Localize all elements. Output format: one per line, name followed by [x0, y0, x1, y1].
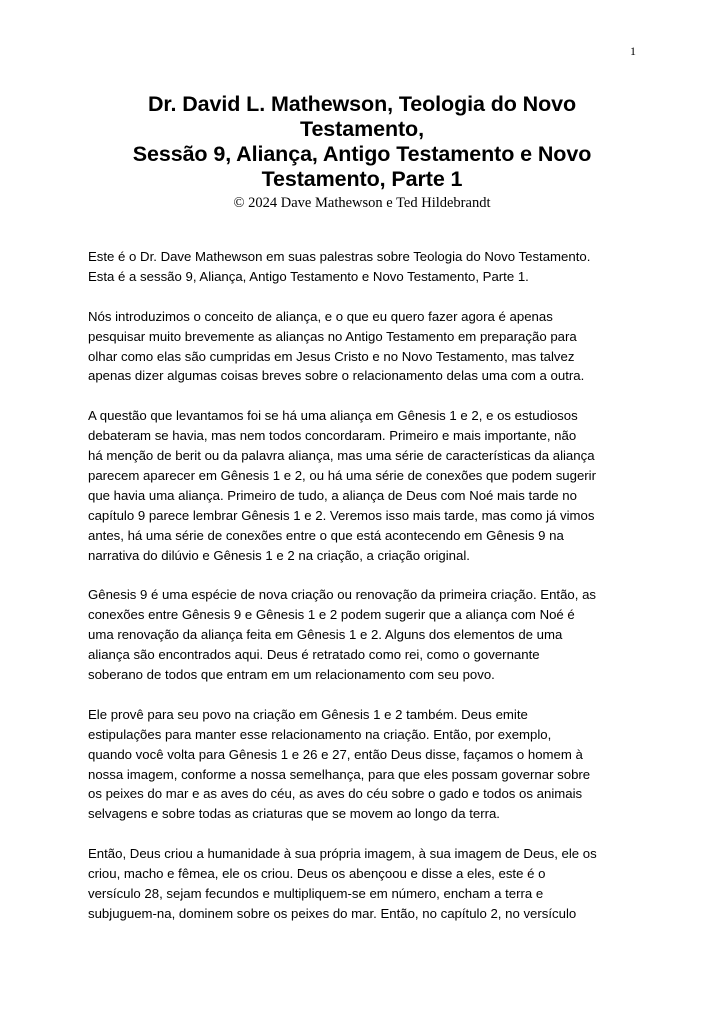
text-line: Este é o Dr. Dave Mathewson em suas palestras sobre Teologia do Novo Testamento.: [88, 249, 591, 264]
title-line: Testamento,: [300, 117, 424, 141]
paragraph-2: [88, 307, 648, 387]
text-line: uma renovação da aliança feita em Gênesis 1 e 2. Alguns dos elementos de uma: [88, 627, 563, 643]
paragraph-1: [88, 247, 648, 287]
text-line: Gênesis 9 é uma espécie de nova criação ou renovação da primeira criação. Então, as: [88, 587, 597, 603]
text-line: aliança são encontrados aqui. Deus é retratado como rei, como o governante: [88, 647, 540, 663]
text-line: Ele provê para seu povo na criação em Gênesis 1 e 2 também. Deus emite: [88, 706, 528, 722]
title-line: Sessão 9, Aliança, Antigo Testamento e Novo: [132, 142, 592, 166]
text-line: apenas dizer algumas coisas breves sobre o relacionamento delas uma com a outra.: [88, 368, 585, 384]
text-line: soberano de todos que entram em um relacionamento com seu povo.: [88, 666, 495, 682]
text-line: que havia uma aliança. Primeiro de tudo, a aliança de Deus com Noé mais tarde no: [88, 487, 577, 503]
text-line: parecem aparecer em Gênesis 1 e 2, ou há uma série de conexões que podem sugerir: [88, 467, 597, 483]
paragraph-6: [88, 844, 648, 924]
text-line: olhar como elas são cumpridas em Jesus Cristo e no Novo Testamento, mas talvez: [88, 348, 575, 364]
copyright-notice: © 2024 Dave Mathewson e Ted Hildebrandt: [233, 195, 491, 211]
title-block: [86, 92, 638, 212]
paragraph-5: [88, 705, 648, 824]
paragraph-4: [88, 585, 648, 685]
text-line: A questão que levantamos foi se há uma aliança em Gênesis 1 e 2, e os estudiosos: [88, 408, 578, 424]
text-line: Esta é a sessão 9, Aliança, Antigo Testamento e Novo Testamento, Parte 1.: [88, 268, 529, 284]
title-line: Dr. David L. Mathewson, Teologia do Novo: [147, 92, 577, 116]
text-line: criou, macho e fêmea, ele os criou. Deus os abençoou e disse a eles, este é o: [88, 866, 546, 882]
paragraph-3: [88, 406, 648, 565]
text-line: conexões entre Gênesis 9 e Gênesis 1 e 2 podem sugerir que a aliança com Noé é: [88, 607, 575, 623]
text-line: pesquisar muito brevemente as alianças no Antigo Testamento em preparação para: [88, 328, 577, 344]
text-line: capítulo 9 parece lembrar Gênesis 1 e 2. Veremos isso mais tarde, mas como já vimos: [88, 507, 595, 523]
text-line: quando você volta para Gênesis 1 e 26 e 27, então Deus disse, façamos o homem à: [88, 746, 583, 762]
text-line: estipulações para manter esse relacionamento na criação. Então, por exemplo,: [88, 726, 552, 742]
text-line: há menção de berit ou da palavra aliança, mas uma série de características da aliança: [88, 448, 595, 464]
text-line: versículo 28, sejam fecundos e multipliquem-se em número, encham a terra e: [88, 885, 544, 901]
text-line: Nós introduzimos o conceito de aliança, e o que eu quero fazer agora é apenas: [88, 308, 553, 324]
text-line: os peixes do mar e as aves do céu, as aves do céu sobre o gado e todos os animais: [88, 786, 583, 802]
text-line: Então, Deus criou a humanidade à sua própria imagem, à sua imagem de Deus, ele os: [88, 846, 597, 862]
text-line: antes, há uma série de conexões entre o que está acontecendo em Gênesis 9 na: [88, 527, 564, 543]
text-line: debateram se havia, mas nem todos concordaram. Primeiro e mais importante, não: [88, 428, 577, 444]
title-line: Testamento, Parte 1: [261, 167, 463, 191]
text-line: selvagens e sobre todas as criaturas que se movem ao longo da terra.: [88, 806, 500, 822]
page-number: 1: [630, 44, 636, 58]
text-line: nossa imagem, conforme a nossa semelhança, para que eles possam governar sobre: [88, 766, 591, 782]
text-line: subjuguem-na, dominem sobre os peixes do mar. Então, no capítulo 2, no versículo: [88, 905, 577, 921]
text-line: narrativa do dilúvio e Gênesis 1 e 2 na criação, a criação original.: [88, 547, 470, 563]
body-text: [88, 247, 648, 944]
